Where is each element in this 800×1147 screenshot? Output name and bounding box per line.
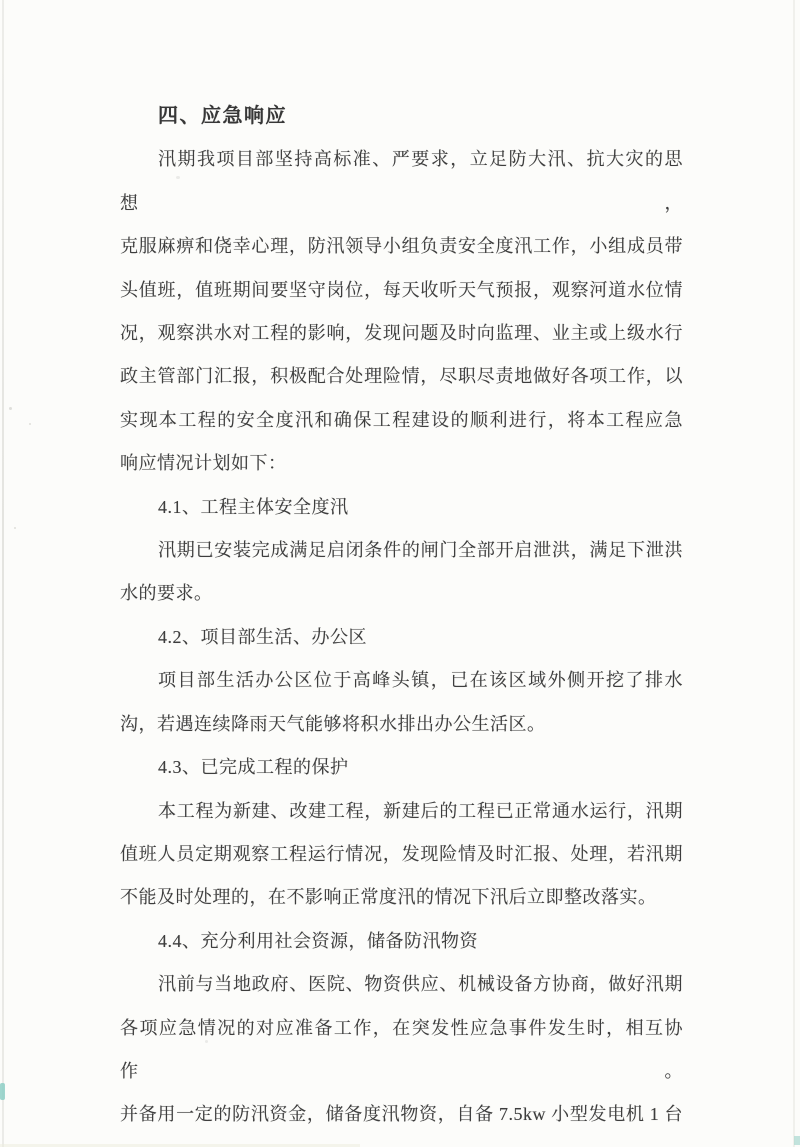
- text-line: 汛期我项目部坚持高标准、严要求，立足防大汛、抗大灾的思想，: [120, 149, 683, 213]
- scan-mark-teal: [0, 1083, 5, 1100]
- scan-speck: [14, 527, 16, 529]
- text-line: 沟，若遇连续降雨天气能够将积水排出办公生活区。: [120, 713, 546, 734]
- subsection-heading-4-1: 4.1、工程主体安全度汛: [158, 496, 349, 517]
- text-line: 本工程为新建、改建工程，新建后的工程已正常通水运行，汛期: [158, 800, 683, 821]
- scan-edge-left: [2, 0, 4, 1147]
- text-line: 并备用一定的防汛资金，储备度汛物资，自备 7.5kw 小型发电机 1 台: [120, 1104, 683, 1125]
- text-line: 汛期已安装完成满足启闭条件的闸门全部开启泄洪，满足下泄洪: [158, 540, 683, 561]
- text-line: 汛前与当地政府、医院、物资供应、机械设备方协商，做好汛期: [158, 974, 683, 995]
- text-line: 不能及时处理的，在不影响正常度汛的情况下汛后立即整改落实。: [120, 887, 657, 908]
- text-line: 克服麻痹和侥幸心理，防汛领导小组负责安全度汛工作，小组成员带: [120, 236, 683, 257]
- scan-speck: [9, 407, 12, 410]
- subsection-heading-4-3: 4.3、已完成工程的保护: [158, 757, 349, 778]
- section-heading: 四、应急响应: [158, 105, 287, 127]
- text-line: 况，观察洪水对工程的影响，发现问题及时向监理、业主或上级水行: [120, 323, 683, 344]
- text-line: 政主管部门汇报，积极配合处理险情，尽职尽责地做好各项工作，以: [120, 366, 683, 387]
- subsection-heading-4-4: 4.4、充分利用社会资源，储备防汛物资: [158, 930, 478, 951]
- scan-mark-teal-small: [794, 1136, 800, 1145]
- document-body: [120, 95, 683, 1137]
- text-line: 响应情况计划如下：: [120, 453, 287, 474]
- scan-speck: [29, 423, 31, 425]
- scan-edge-right: [793, 0, 795, 1147]
- subsection-heading-4-2: 4.2、项目部生活、办公区: [158, 626, 367, 647]
- text-line: 项目部生活办公区位于高峰头镇，已在该区域外侧开挖了排水: [158, 670, 683, 691]
- text-line: 实现本工程的安全度汛和确保工程建设的顺利进行，将本工程应急: [120, 409, 683, 430]
- text-line: 各项应急情况的对应准备工作，在突发性应急事件发生时，相互协作。: [120, 1017, 683, 1081]
- text-line: 水的要求。: [120, 583, 213, 604]
- text-line: 值班人员定期观察工程运行情况，发现险情及时汇报、处理，若汛期: [120, 843, 683, 864]
- text-line: 头值班，值班期间要坚守岗位，每天收听天气预报，观察河道水位情: [120, 279, 683, 300]
